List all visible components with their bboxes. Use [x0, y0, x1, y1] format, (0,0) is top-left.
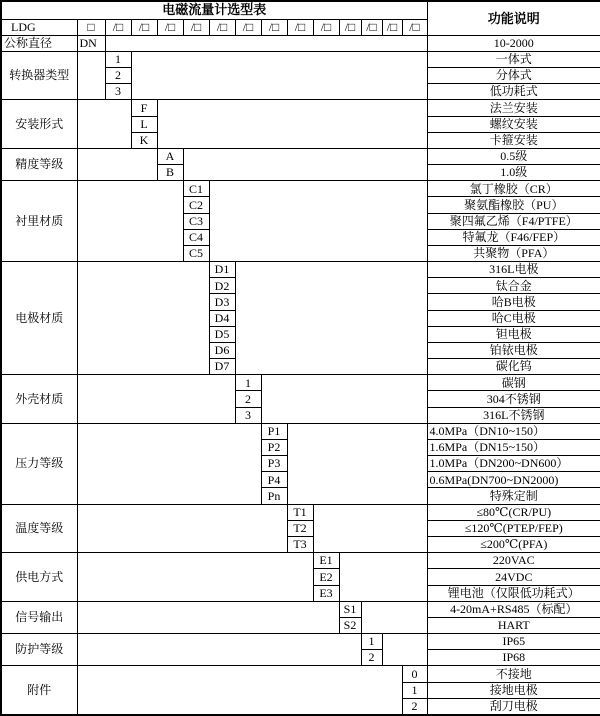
option-code: 1 [235, 375, 261, 391]
model-slot: /□ [157, 19, 183, 35]
option-code: B [157, 165, 183, 181]
empty-region [77, 553, 313, 602]
option-code: E3 [313, 585, 339, 601]
empty-region [77, 262, 209, 375]
option-desc: 低功耗式 [427, 84, 600, 100]
option-desc: 1.6MPa（DN15~150） [427, 439, 600, 455]
option-desc: 哈C电极 [427, 310, 600, 326]
option-desc: ≤200℃(PFA) [427, 537, 600, 553]
option-desc: 刮刀电极 [427, 698, 600, 715]
option-desc: 钛合金 [427, 278, 600, 294]
empty-region [157, 100, 427, 149]
option-code: D1 [209, 262, 235, 278]
option-desc: 0.6MPa(DN700~DN2000) [427, 472, 600, 488]
empty-region [77, 375, 235, 424]
option-desc: 4.0MPa（DN10~150） [427, 423, 600, 439]
option-code: K [131, 132, 157, 148]
category-label: 压力等级 [1, 423, 77, 504]
model-prefix: LDG [1, 19, 77, 35]
option-code: 2 [402, 698, 427, 715]
empty-region [77, 504, 287, 553]
option-desc: 哈B电极 [427, 294, 600, 310]
option-code: 1 [105, 51, 131, 67]
model-slot: /□ [402, 19, 427, 35]
category-label: 安装形式 [1, 100, 77, 149]
option-code: 0 [402, 666, 427, 682]
option-desc: 304不锈钢 [427, 391, 600, 407]
option-desc: 24VDC [427, 569, 600, 585]
option-desc: ≤120℃(PTEP/FEP) [427, 520, 600, 536]
option-code: A [157, 148, 183, 164]
option-code: S1 [339, 601, 361, 617]
function-description-header: 功能说明 [427, 1, 600, 35]
option-code: 2 [105, 68, 131, 84]
option-desc: 聚四氟乙烯（F4/PTFE） [427, 213, 600, 229]
table-title: 电磁流量计选型表 [1, 1, 427, 19]
option-code: D6 [209, 342, 235, 358]
option-code: D2 [209, 278, 235, 294]
option-desc: 钽电极 [427, 326, 600, 342]
option-code: D7 [209, 359, 235, 375]
option-code: F [131, 100, 157, 116]
diameter-desc: 10-2000 [427, 35, 600, 51]
category-label: 衬里材质 [1, 181, 77, 262]
empty-region [77, 51, 105, 100]
option-code: D4 [209, 310, 235, 326]
option-desc: 220VAC [427, 553, 600, 569]
option-code: C2 [183, 197, 209, 213]
empty-region [77, 148, 157, 180]
category-label: 供电方式 [1, 553, 77, 602]
option-code: L [131, 116, 157, 132]
option-code: C1 [183, 181, 209, 197]
model-slot: /□ [287, 19, 313, 35]
empty-region [361, 601, 427, 633]
option-code: C4 [183, 229, 209, 245]
empty-region [77, 634, 361, 666]
empty-region [77, 100, 131, 149]
option-desc: 氯丁橡胶（CR） [427, 181, 600, 197]
empty-region [313, 504, 427, 553]
category-label: 外壳材质 [1, 375, 77, 424]
model-slot: /□ [313, 19, 339, 35]
category-label-diameter: 公称直径 [1, 35, 77, 51]
option-code: 1 [402, 682, 427, 698]
option-code: Pn [261, 488, 287, 504]
option-desc: 接地电极 [427, 682, 600, 698]
empty-region [131, 51, 427, 100]
empty-region [235, 262, 427, 375]
empty-region [77, 181, 183, 262]
option-desc: 不接地 [427, 666, 600, 682]
model-slot: /□ [361, 19, 382, 35]
option-desc: 分体式 [427, 68, 600, 84]
category-label: 附件 [1, 666, 77, 715]
option-desc: 碳化钨 [427, 359, 600, 375]
option-code: P3 [261, 456, 287, 472]
option-desc: 螺纹安装 [427, 116, 600, 132]
option-code: D5 [209, 326, 235, 342]
empty-region [77, 423, 261, 504]
option-desc: 1.0级 [427, 165, 600, 181]
option-code: T2 [287, 520, 313, 536]
option-desc: 特氟龙（F46/FEP） [427, 229, 600, 245]
empty-region [382, 634, 427, 666]
model-slot: /□ [261, 19, 287, 35]
option-desc: 卡箍安装 [427, 132, 600, 148]
option-code: T3 [287, 537, 313, 553]
empty-region [183, 148, 427, 180]
option-desc: 一体式 [427, 51, 600, 67]
option-code: 2 [235, 391, 261, 407]
empty-region [339, 553, 427, 602]
diameter-code: DN [77, 35, 105, 51]
option-desc: 316L电极 [427, 262, 600, 278]
empty-region [287, 423, 427, 504]
model-box: □ [77, 19, 105, 35]
option-desc: 316L不锈钢 [427, 407, 600, 423]
empty-region [261, 375, 427, 424]
model-slot: /□ [183, 19, 209, 35]
option-code: E2 [313, 569, 339, 585]
option-code: P2 [261, 439, 287, 455]
option-desc: 碳钢 [427, 375, 600, 391]
model-slot: /□ [235, 19, 261, 35]
option-code: 2 [361, 650, 382, 666]
category-label: 防护等级 [1, 634, 77, 666]
option-code: 3 [235, 407, 261, 423]
option-desc: 聚氨酯橡胶（PU） [427, 197, 600, 213]
option-desc: HART [427, 617, 600, 633]
model-slot: /□ [105, 19, 131, 35]
model-slot: /□ [131, 19, 157, 35]
option-desc: 法兰安装 [427, 100, 600, 116]
option-desc: 锂电池（仅限低功耗式） [427, 585, 600, 601]
option-code: T1 [287, 504, 313, 520]
option-code: 3 [105, 84, 131, 100]
option-desc: IP68 [427, 650, 600, 666]
category-label: 精度等级 [1, 148, 77, 180]
option-desc: IP65 [427, 634, 600, 650]
model-slot: /□ [339, 19, 361, 35]
option-desc: 特殊定制 [427, 488, 600, 504]
option-desc: ≤80℃(CR/PU) [427, 504, 600, 520]
category-label: 转换器类型 [1, 51, 77, 100]
option-desc: 共聚物（PFA） [427, 245, 600, 261]
model-slot: /□ [382, 19, 402, 35]
option-code: 1 [361, 634, 382, 650]
option-code: C5 [183, 245, 209, 261]
empty-region [105, 35, 427, 51]
category-label: 电极材质 [1, 262, 77, 375]
option-desc: 4-20mA+RS485（标配） [427, 601, 600, 617]
empty-region [77, 666, 402, 715]
option-desc: 1.0MPa（DN200~DN600） [427, 456, 600, 472]
empty-region [77, 601, 339, 633]
model-slot: /□ [209, 19, 235, 35]
category-label: 信号输出 [1, 601, 77, 633]
option-code: P4 [261, 472, 287, 488]
option-code: E1 [313, 553, 339, 569]
category-label: 温度等级 [1, 504, 77, 553]
option-code: C3 [183, 213, 209, 229]
option-code: D3 [209, 294, 235, 310]
option-desc: 0.5级 [427, 148, 600, 164]
option-desc: 铂铱电极 [427, 342, 600, 358]
empty-region [209, 181, 427, 262]
option-code: S2 [339, 617, 361, 633]
option-code: P1 [261, 423, 287, 439]
